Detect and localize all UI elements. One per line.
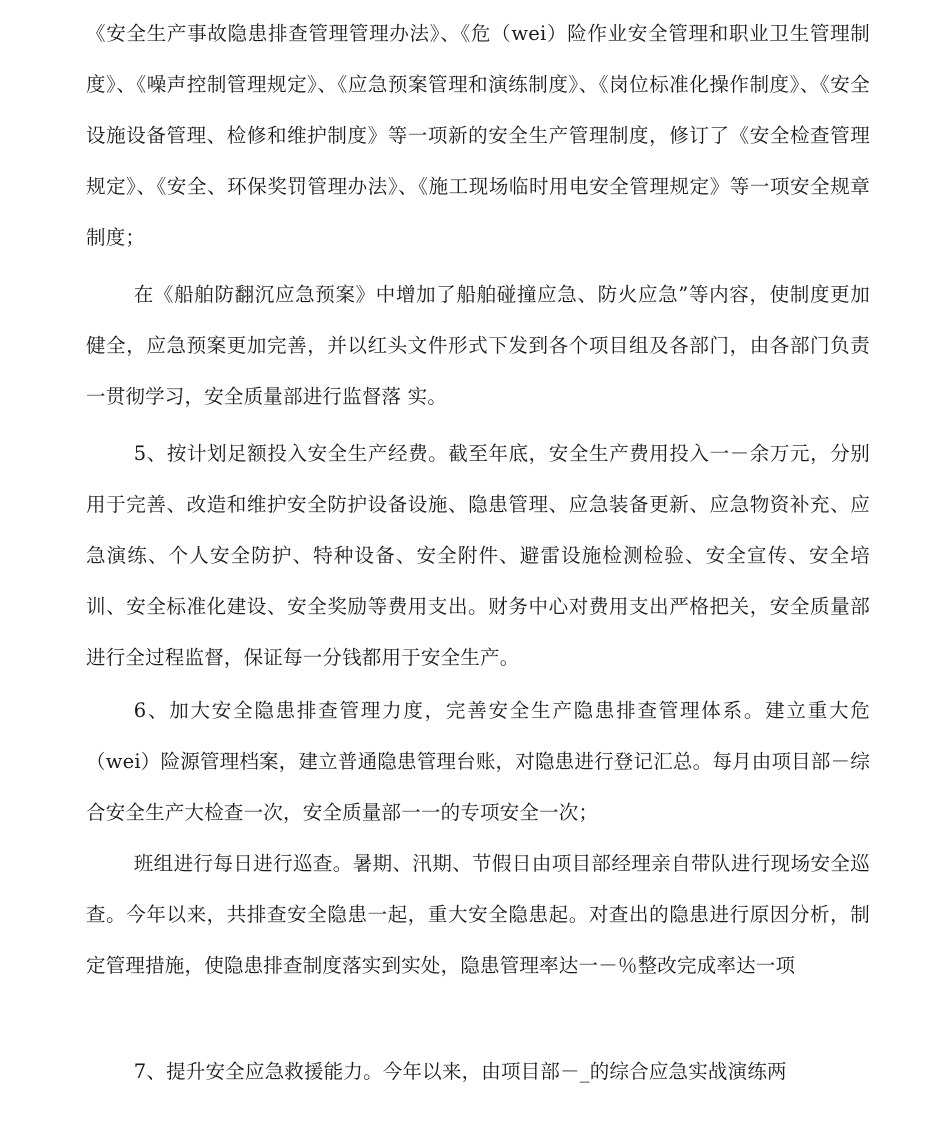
paragraph-daily-patrol: 班组进行每日进行巡查。暑期、汛期、节假日由项目部经理亲自带队进行现场安全巡查。今年以来，共排查安全隐患一起，重大安全隐患起。对查出的隐患进行原因分析，制定管理措施，使隐患排查制度落实到实处，隐患管理率达一－％整改完成率达一项 [86, 852, 870, 977]
paragraph-emergency-plan: 在《船舶防翻沉应急预案》中增加了船舶碰撞应急、防火应急”等内容，使制度更加健全，应急预案更加完善，并以红头文件形式下发到各个项目组及各部门，由各部门负责一贯彻学习，安全质量部进行监督落 实。 [86, 283, 870, 408]
paragraph-emergency-rescue: 7、提升安全应急救援能力。今年以来，由项目部－_的综合应急实战演练两 [133, 1060, 787, 1083]
paragraph-hazard-inspection: 6、加大安全隐患排查管理力度，完善安全生产隐患排查管理体系。建立重大危（wei）险源管理档案，建立普通隐患管理台账，对隐患进行登记汇总。每月由项目部－综合安全生产大检查一次，安全质量部一一的专项安全一次； [86, 699, 870, 824]
paragraph-safety-funding: 5、按计划足额投入安全生产经费。截至年底，安全生产费用投入一－余万元，分别用于完善、改造和维护安全防护设备设施、隐患管理、应急装备更新、应急物资补充、应急演练、个人安全防护、特种设备、安全附件、避雷设施检测检验、安全宣传、安全培训、安全标准化建设、安全奖励等费用支出。财务中心对费用支出严格把关，安全质量部进行全过程监督，保证每一分钱都用于安全生产。 [86, 442, 870, 669]
paragraph-regulations-list: 《安全生产事故隐患排查管理管理办法》、《危（wei）险作业安全管理和职业卫生管理制度》、《噪声控制管理规定》、《应急预案管理和演练制度》、《岗位标准化操作制度》、《安全设施设备管理、检修和维护制度》等一项新的安全生产管理制度，修订了《安全检查管理规定》、《安全、环保奖罚管理办法》、《施工现场临时用电安全管理规定》等一项安全规章制度； [86, 22, 870, 249]
